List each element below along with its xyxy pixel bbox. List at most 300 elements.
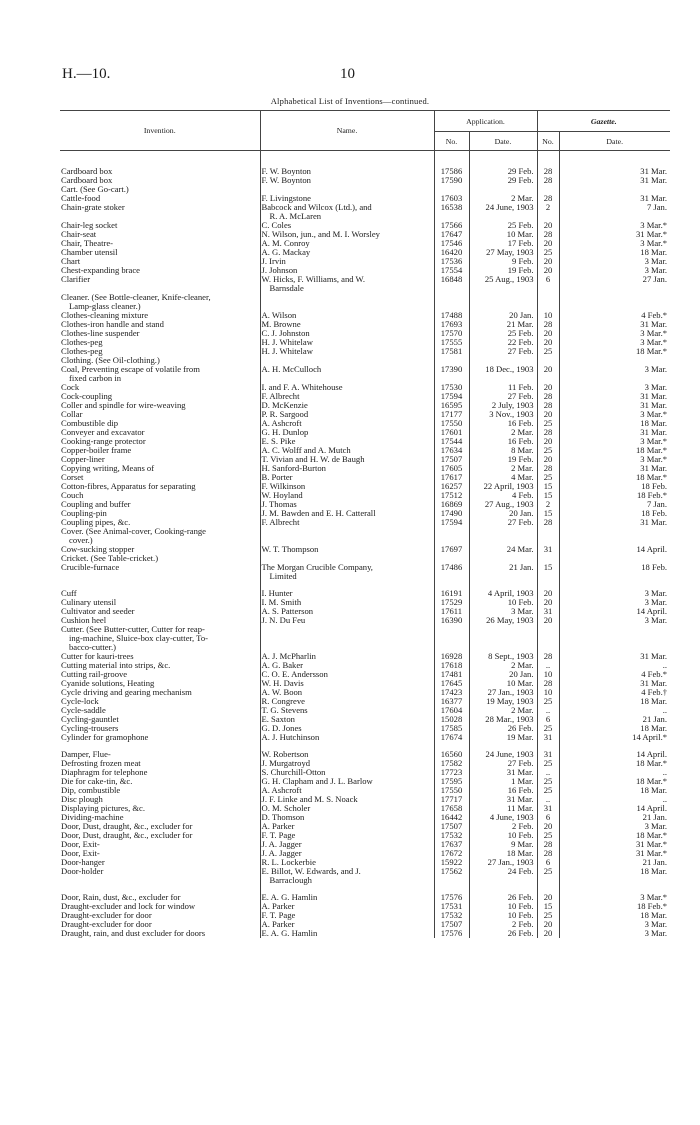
application-no-cell: 17601 xyxy=(434,428,469,437)
name-cell xyxy=(260,813,434,822)
name-cell xyxy=(260,831,434,840)
name-cell xyxy=(260,275,434,293)
application-no-cell: 17590 xyxy=(434,176,469,185)
gazette-no-cell xyxy=(537,293,559,311)
inv-text: Dividing-machine xyxy=(61,813,124,822)
gazette-date-cell xyxy=(559,554,670,563)
application-date-cell: 10 Mar. xyxy=(469,230,537,239)
application-no-cell: 16538 xyxy=(434,203,469,221)
name-cell xyxy=(260,768,434,777)
invention-cell xyxy=(60,338,260,347)
inv-text: Chest-expanding brace xyxy=(61,266,140,275)
application-no-cell: 17603 xyxy=(434,194,469,203)
invention-cell xyxy=(60,840,260,849)
application-date-cell: 27 Jan., 1903 xyxy=(469,858,537,867)
gazette-date-cell: 3 Mar.* xyxy=(559,455,670,464)
application-no-cell: 17423 xyxy=(434,688,469,697)
gazette-no-cell: 28 xyxy=(537,849,559,858)
inv-text: Door, Exit- xyxy=(61,849,100,858)
table-row xyxy=(60,203,670,221)
name-text: F. Wilkinson xyxy=(261,482,306,491)
inv-text: Cutter. (See Butter-cutter, Cutter for reap- xyxy=(61,625,205,634)
name-text: I. and F. A. Whitehouse xyxy=(261,383,343,392)
gazette-no-cell: 25 xyxy=(537,777,559,786)
application-date-cell: 18 Mar. xyxy=(469,849,537,858)
gazette-no-cell: 20 xyxy=(537,257,559,266)
table-row xyxy=(60,858,670,867)
invention-cell xyxy=(60,822,260,831)
name-cell xyxy=(260,733,434,742)
invention-cell xyxy=(60,715,260,724)
name-text: E. Billot, W. Edwards, and J. xyxy=(261,867,361,876)
invention-cell xyxy=(60,491,260,500)
application-date-cell: 24 June, 1903 xyxy=(469,203,537,221)
name-cell xyxy=(260,239,434,248)
invention-cell xyxy=(60,688,260,697)
inv-text: Clothes-cleaning mixture xyxy=(61,311,149,320)
gazette-no-cell: 20 xyxy=(537,616,559,625)
application-date-cell: 10 Feb. xyxy=(469,902,537,911)
table-row xyxy=(60,831,670,840)
name-cell xyxy=(260,311,434,320)
name-cell xyxy=(260,804,434,813)
gazette-date-cell: 31 Mar.* xyxy=(559,840,670,849)
name-text: M. Browne xyxy=(261,320,301,329)
name-cell xyxy=(260,320,434,329)
name-cell xyxy=(260,185,434,194)
gazette-no-cell: 20 xyxy=(537,437,559,446)
gazette-no-cell: 28 xyxy=(537,518,559,527)
application-no-cell: 17674 xyxy=(434,733,469,742)
table-row xyxy=(60,239,670,248)
application-no-cell: 17530 xyxy=(434,383,469,392)
gazette-date-cell: 7 Jan. xyxy=(559,500,670,509)
table-row xyxy=(60,464,670,473)
name-text: D. Thomson xyxy=(261,813,305,822)
gazette-date-cell: 4 Feb.* xyxy=(559,670,670,679)
name-cell xyxy=(260,518,434,527)
invention-cell xyxy=(60,311,260,320)
table-row xyxy=(60,320,670,329)
application-no-cell: 16595 xyxy=(434,401,469,410)
application-no-cell: 17645 xyxy=(434,679,469,688)
application-date-cell: 4 June, 1903 xyxy=(469,813,537,822)
application-no-cell: 16257 xyxy=(434,482,469,491)
gazette-date-cell: 3 Mar. xyxy=(559,598,670,607)
gazette-no-cell: 31 xyxy=(537,607,559,616)
gazette-date-cell: 14 April.* xyxy=(559,733,670,742)
name2-text: Limited xyxy=(269,571,297,581)
gazette-date-cell: 14 April. xyxy=(559,545,670,554)
gazette-date-cell: 3 Mar. xyxy=(559,365,670,383)
invention-cell xyxy=(60,724,260,733)
application-no-cell: 17672 xyxy=(434,849,469,858)
application-date-cell: 3 Nov., 1903 xyxy=(469,410,537,419)
name-text: A. J. McPharlin xyxy=(261,652,316,661)
application-date-cell: 25 Feb. xyxy=(469,329,537,338)
application-no-cell: 17585 xyxy=(434,724,469,733)
invention-cell xyxy=(60,410,260,419)
table-row xyxy=(60,715,670,724)
name-cell xyxy=(260,679,434,688)
application-no-cell: 17529 xyxy=(434,598,469,607)
gazette-no-cell: 25 xyxy=(537,473,559,482)
application-date-cell: 20 Jan. xyxy=(469,670,537,679)
inv-text: Cotton-fibres, Apparatus for separating xyxy=(61,482,196,491)
name2-text: Barnsdale xyxy=(269,283,304,293)
gazette-no-cell: .. xyxy=(537,661,559,670)
application-date-header: Date. xyxy=(469,132,537,151)
name-text: G. D. Jones xyxy=(261,724,302,733)
inv-text: Cleaner. (See Bottle-cleaner, Knife-cleaner, xyxy=(61,293,211,302)
inv-text: Corset xyxy=(61,473,84,482)
inv-text: Cricket. (See Table-cricket.) xyxy=(61,554,159,563)
application-date-cell: 31 Mar. xyxy=(469,768,537,777)
invention-cell xyxy=(60,885,260,902)
table-row xyxy=(60,652,670,661)
gazette-date-cell: 4 Feb.† xyxy=(559,688,670,697)
name-cell xyxy=(260,625,434,652)
invention-cell xyxy=(60,266,260,275)
name-cell xyxy=(260,652,434,661)
application-no-cell xyxy=(434,185,469,194)
name-text: H. J. Whitelaw xyxy=(261,347,313,356)
application-date-cell xyxy=(469,185,537,194)
inv-text: Draught-excluder for door xyxy=(61,920,152,929)
gazette-date-cell: 18 Feb.* xyxy=(559,902,670,911)
name-text: E. Saxton xyxy=(261,715,295,724)
table-row xyxy=(60,581,670,598)
table-row xyxy=(60,338,670,347)
gazette-no-cell: 6 xyxy=(537,813,559,822)
gazette-date-cell: 18 Mar. xyxy=(559,419,670,428)
name-text: S. Churchill-Otton xyxy=(261,768,326,777)
name-text: J. M. Bawden and E. H. Catterall xyxy=(261,509,376,518)
gazette-no-cell: 28 xyxy=(537,167,559,176)
application-no-cell: 17634 xyxy=(434,446,469,455)
gazette-no-cell: 6 xyxy=(537,715,559,724)
application-no-cell: 16390 xyxy=(434,616,469,625)
invention-cell xyxy=(60,347,260,356)
inv-text: Chair-leg socket xyxy=(61,221,118,230)
inv-text: Cycling-trousers xyxy=(61,724,119,733)
inv-text: Cycle driving and gearing mechanism xyxy=(61,688,192,697)
name-cell xyxy=(260,437,434,446)
gazette-date-cell: 31 Mar. xyxy=(559,392,670,401)
inv-text: Door, Dust, draught, &c., excluder for xyxy=(61,822,193,831)
application-no-cell: 17595 xyxy=(434,777,469,786)
application-date-cell: 4 April, 1903 xyxy=(469,581,537,598)
name-text: T. G. Stevens xyxy=(261,706,308,715)
application-no-cell: 17481 xyxy=(434,670,469,679)
application-no-cell: 17566 xyxy=(434,221,469,230)
name-text: A. W. Boon xyxy=(261,688,303,697)
gazette-date-cell: 31 Mar. xyxy=(559,679,670,688)
gazette-no-cell: 10 xyxy=(537,688,559,697)
gazette-no-cell: 25 xyxy=(537,724,559,733)
table-row xyxy=(60,563,670,581)
gazette-no-cell: 20 xyxy=(537,221,559,230)
application-date-cell: 29 Feb. xyxy=(469,176,537,185)
inv-text: Copper-boiler frame xyxy=(61,446,132,455)
name-text: F. T. Page xyxy=(261,911,296,920)
invention-cell xyxy=(60,858,260,867)
inv-text: Couch xyxy=(61,491,84,500)
table-row xyxy=(60,786,670,795)
name2-text: R. A. McLaren xyxy=(269,211,322,221)
application-no-cell: 17582 xyxy=(434,759,469,768)
inv-text: Clothes-iron handle and stand xyxy=(61,320,164,329)
application-date-cell: 22 April, 1903 xyxy=(469,482,537,491)
name-cell xyxy=(260,840,434,849)
application-date-cell: 8 Sept., 1903 xyxy=(469,652,537,661)
page-number: 10 xyxy=(340,66,355,82)
inv-text: Cardboard box xyxy=(61,167,113,176)
application-no-cell: 16191 xyxy=(434,581,469,598)
application-date-cell: 10 Feb. xyxy=(469,831,537,840)
invention-cell xyxy=(60,831,260,840)
table-row xyxy=(60,822,670,831)
gazette-date-cell: 14 April. xyxy=(559,804,670,813)
invention-cell xyxy=(60,804,260,813)
inv-text: Door, Rain, dust, &c., excluder for xyxy=(61,892,181,902)
invention-cell xyxy=(60,911,260,920)
application-date-cell xyxy=(469,356,537,365)
gazette-date-cell: 18 Mar.* xyxy=(559,473,670,482)
inv-text: Coal, Preventing escape of volatile from xyxy=(61,365,200,374)
name-cell xyxy=(260,742,434,759)
application-no-cell: 17617 xyxy=(434,473,469,482)
invention-cell xyxy=(60,759,260,768)
name-text: J. Murgatroyd xyxy=(261,759,311,768)
gazette-no-cell: 20 xyxy=(537,822,559,831)
gazette-date-cell: 3 Mar. xyxy=(559,929,670,938)
gazette-date-cell: 18 Mar. xyxy=(559,248,670,257)
name-text: A. G. Baker xyxy=(261,661,304,670)
inv2-text: fixed carbon in xyxy=(69,373,122,383)
gazette-date-cell: 3 Mar.* xyxy=(559,338,670,347)
gazette-no-cell: 20 xyxy=(537,329,559,338)
inv-text: Clarifier xyxy=(61,275,91,284)
table-row xyxy=(60,679,670,688)
inv-text: Cycling-gauntlet xyxy=(61,715,119,724)
inv-text: Chain-grate stoker xyxy=(61,203,125,212)
gazette-date-cell: 18 Feb. xyxy=(559,482,670,491)
gazette-no-cell: 28 xyxy=(537,392,559,401)
invention-cell xyxy=(60,419,260,428)
inv-text: Cover. (See Animal-cover, Cooking-range xyxy=(61,527,206,536)
gazette-no-cell: 25 xyxy=(537,911,559,920)
application-date-cell: 2 Mar. xyxy=(469,194,537,203)
inv-text: Door, Dust, draught, &c., excluder for xyxy=(61,831,193,840)
inventions-table xyxy=(60,110,670,938)
table-row xyxy=(60,902,670,911)
name-text: A. C. Wolff and A. Mutch xyxy=(261,446,351,455)
invention-cell xyxy=(60,275,260,293)
application-no-cell: 17605 xyxy=(434,464,469,473)
table-row xyxy=(60,266,670,275)
name-cell xyxy=(260,356,434,365)
application-column-header: Application. xyxy=(434,111,537,132)
name-cell xyxy=(260,248,434,257)
gazette-date-cell: 4 Feb.* xyxy=(559,311,670,320)
gazette-no-cell: 31 xyxy=(537,804,559,813)
inv-text: Conveyer and excavator xyxy=(61,428,145,437)
table-row xyxy=(60,221,670,230)
name-cell xyxy=(260,858,434,867)
invention-cell xyxy=(60,902,260,911)
name-cell xyxy=(260,257,434,266)
inv-text: Displaying pictures, &c. xyxy=(61,804,146,813)
application-date-cell: 16 Feb. xyxy=(469,419,537,428)
application-no-cell xyxy=(434,293,469,311)
invention-cell xyxy=(60,383,260,392)
application-no-cell: 17550 xyxy=(434,786,469,795)
inv-text: Cyanide solutions, Heating xyxy=(61,679,155,688)
gazette-no-cell: 28 xyxy=(537,464,559,473)
gazette-no-cell: 31 xyxy=(537,545,559,554)
name-cell xyxy=(260,759,434,768)
inv-text: Clothes-peg xyxy=(61,338,103,347)
table-row xyxy=(60,455,670,464)
table-row xyxy=(60,392,670,401)
table-row xyxy=(60,410,670,419)
invention-cell xyxy=(60,437,260,446)
gazette-date-cell: 14 April. xyxy=(559,607,670,616)
gazette-no-cell: 25 xyxy=(537,759,559,768)
gazette-date-cell xyxy=(559,185,670,194)
gazette-date-cell: 3 Mar.* xyxy=(559,410,670,419)
name-text: E. S. Pike xyxy=(261,437,296,446)
gazette-no-cell xyxy=(537,527,559,545)
gazette-date-cell: 18 Mar.* xyxy=(559,759,670,768)
invention-cell xyxy=(60,867,260,885)
inv-text: Draught-excluder and lock for window xyxy=(61,902,196,911)
gazette-date-cell: 3 Mar. xyxy=(559,581,670,598)
table-row xyxy=(60,840,670,849)
application-date-cell: 21 Jan. xyxy=(469,563,537,581)
name-cell xyxy=(260,697,434,706)
gazette-no-cell: 15 xyxy=(537,902,559,911)
name-cell xyxy=(260,473,434,482)
gazette-date-cell: 31 Mar. xyxy=(559,176,670,185)
inv-text: Chair, Theatre- xyxy=(61,239,113,248)
gazette-no-cell: 28 xyxy=(537,428,559,437)
name-cell xyxy=(260,293,434,311)
inv-text: Diaphragm for telephone xyxy=(61,768,148,777)
application-date-cell: 24 Feb. xyxy=(469,867,537,885)
inv-text: Copying writing, Means of xyxy=(61,464,155,473)
application-no-cell: 17562 xyxy=(434,867,469,885)
gazette-no-cell: 6 xyxy=(537,858,559,867)
invention-cell xyxy=(60,652,260,661)
name-cell xyxy=(260,670,434,679)
gazette-date-cell: 3 Mar. xyxy=(559,822,670,831)
application-no-cell: 17697 xyxy=(434,545,469,554)
table-row xyxy=(60,661,670,670)
application-no-cell: 16560 xyxy=(434,742,469,759)
invention-cell xyxy=(60,581,260,598)
name-text: J. A. Jagger xyxy=(261,849,302,858)
gazette-date-cell: 18 Mar. xyxy=(559,724,670,733)
name-cell xyxy=(260,902,434,911)
gazette-no-cell: 28 xyxy=(537,230,559,239)
name-text: I. Hunter xyxy=(261,588,293,598)
name-text: G. H. Clapham and J. L. Barlow xyxy=(261,777,373,786)
gazette-date-cell: 18 Feb. xyxy=(559,509,670,518)
gazette-date-cell: 3 Mar.* xyxy=(559,329,670,338)
application-date-cell: 2 July, 1903 xyxy=(469,401,537,410)
application-no-cell: 17576 xyxy=(434,929,469,938)
name-text: J. Johnson xyxy=(261,266,298,275)
application-no-cell: 17594 xyxy=(434,518,469,527)
gazette-date-cell: 3 Mar.* xyxy=(559,221,670,230)
application-no-cell: 17488 xyxy=(434,311,469,320)
name-cell xyxy=(260,849,434,858)
name-text: A. Parker xyxy=(261,920,295,929)
invention-cell xyxy=(60,239,260,248)
invention-cell xyxy=(60,203,260,221)
inv-text: Cycle-lock xyxy=(61,697,99,706)
table-row xyxy=(60,759,670,768)
name-text: O. M. Scholer xyxy=(261,804,311,813)
application-date-cell xyxy=(469,527,537,545)
name-cell xyxy=(260,338,434,347)
application-no-cell: 16848 xyxy=(434,275,469,293)
table-row xyxy=(60,194,670,203)
gazette-no-cell: 2 xyxy=(537,500,559,509)
application-no-cell: 16442 xyxy=(434,813,469,822)
name-text: C. J. Johnston xyxy=(261,329,310,338)
name-text: A. H. McCulloch xyxy=(261,365,322,374)
application-date-cell: 26 Feb. xyxy=(469,929,537,938)
table-row xyxy=(60,920,670,929)
table-row xyxy=(60,419,670,428)
name-text: J. Irvin xyxy=(261,257,286,266)
gazette-date-cell: 27 Jan. xyxy=(559,275,670,293)
gazette-no-cell: 6 xyxy=(537,275,559,293)
name-text: W. Hoyland xyxy=(261,491,303,500)
gazette-date-cell: 31 Mar.* xyxy=(559,230,670,239)
name-cell xyxy=(260,500,434,509)
table-row xyxy=(60,804,670,813)
table-row xyxy=(60,347,670,356)
table-row xyxy=(60,365,670,383)
name-text: Babcock and Wilcox (Ltd.), and xyxy=(261,203,372,212)
inv-text: Cultivator and seeder xyxy=(61,607,135,616)
invention-cell xyxy=(60,598,260,607)
inv2-text: Lamp-glass cleaner.) xyxy=(69,301,141,311)
application-date-cell: 18 Dec., 1903 xyxy=(469,365,537,383)
gazette-column-header: Gazette. xyxy=(537,111,670,132)
inv-text: Cardboard box xyxy=(61,176,113,185)
table-row xyxy=(60,230,670,239)
gazette-no-cell: 28 xyxy=(537,401,559,410)
name-text: A. Ashcroft xyxy=(261,786,302,795)
name-text: The Morgan Crucible Company, xyxy=(261,563,373,572)
invention-cell xyxy=(60,176,260,185)
name-cell xyxy=(260,392,434,401)
application-no-cell xyxy=(434,356,469,365)
name-text: R. L. Lockerbie xyxy=(261,858,316,867)
application-date-cell: 10 Feb. xyxy=(469,911,537,920)
table-row xyxy=(60,885,670,902)
invention-cell xyxy=(60,670,260,679)
gazette-no-cell: 31 xyxy=(537,742,559,759)
name-cell xyxy=(260,607,434,616)
application-date-cell: 29 Feb. xyxy=(469,167,537,176)
application-no-cell: 17507 xyxy=(434,822,469,831)
